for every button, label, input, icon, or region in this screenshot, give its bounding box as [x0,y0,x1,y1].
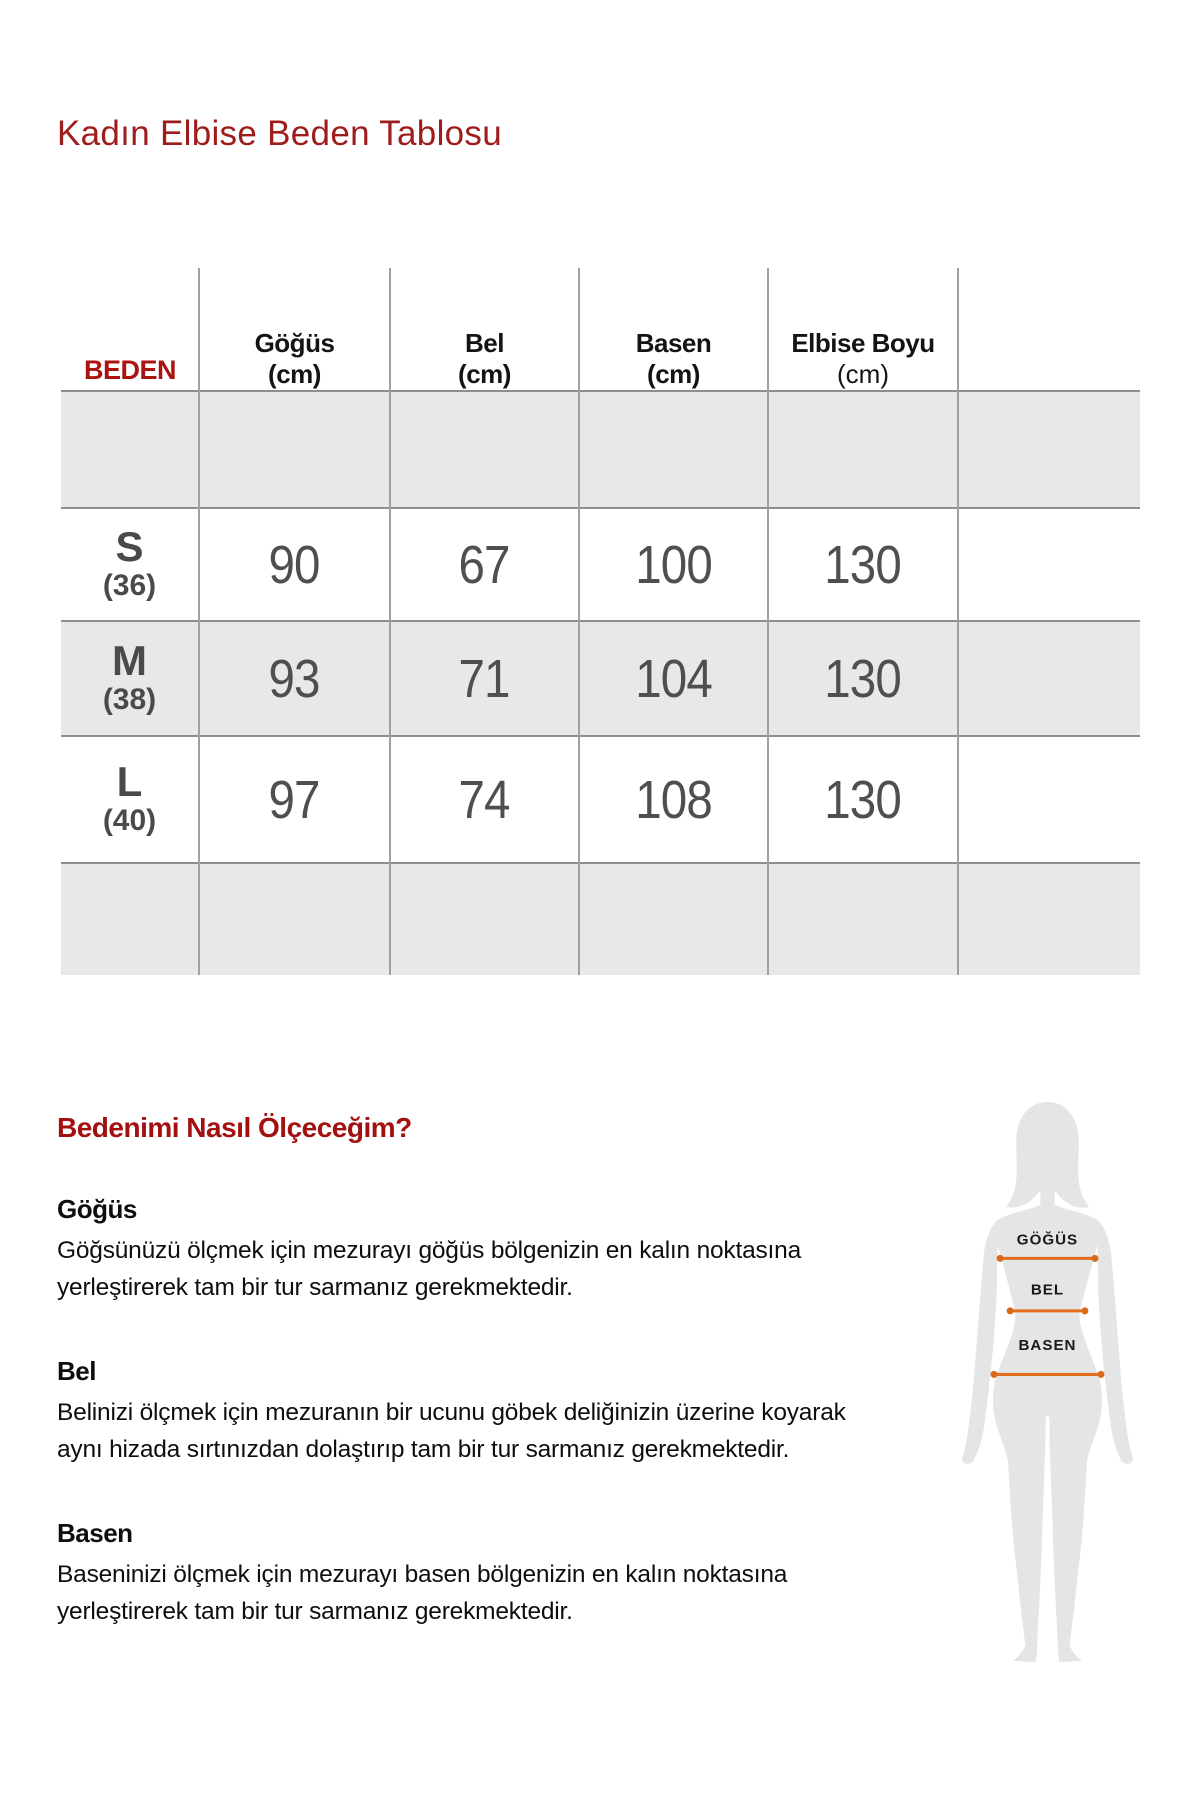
measure-text-basen: Baseninizi ölçmek için mezurayı basen bölgenizin en kalın noktasına yerleştirerek tam bir tur sarmanız gerekmektedir. [57,1561,788,1625]
figure-label-basen: BASEN [1018,1337,1077,1355]
bel-line-dot-right [1081,1307,1088,1314]
measure-title-bel: Bel [57,1356,96,1386]
cell-l-elbise-boyu: 130 [768,736,958,863]
silhouette-left-arm [962,1219,999,1464]
cell-m-empty [958,621,1140,736]
cell-s-bel: 67 [390,508,579,621]
gogus-line-dot-left [997,1255,1004,1262]
size-cell-m: M (38) [102,636,157,716]
measure-text-gogus: Göğsünüzü ölçmek için mezurayı göğüs bölgenizin en kalın noktasına yerleştirerek tam bir tur sarmanız gerekmektedir. [57,1237,802,1301]
cell-m-gogus: 93 [199,621,390,736]
body-silhouette-figure [950,1100,1145,1665]
header-beden-label: BEDEN [83,355,176,385]
silhouette-right-arm [1096,1219,1133,1464]
cell-s-empty [958,508,1140,621]
header-beden [61,241,199,391]
gogus-line-dot-right [1091,1255,1098,1262]
bel-line-dot-left [1007,1307,1014,1314]
cell-m-elbise-boyu: 130 [768,621,958,736]
cell-s-basen: 100 [579,508,768,621]
table-row-s [61,508,1140,621]
cell-m-basen: 104 [579,621,768,736]
size-cell-l: L (40) [102,757,157,837]
measure-block-bel [57,1356,857,1468]
header-gogus: Göğüs (cm) [199,241,390,391]
header-empty [958,241,1140,391]
figure-label-bel: BEL [1030,1281,1065,1299]
cell-m-bel: 71 [390,621,579,736]
spacer-row-bottom [61,863,1140,975]
cell-l-empty [958,736,1140,863]
header-elbise-boyu: Elbise Boyu (cm) [768,241,958,391]
cell-l-basen: 108 [579,736,768,863]
cell-l-bel: 74 [390,736,579,863]
table-row-l [61,736,1140,863]
header-bel: Bel (cm) [390,241,579,391]
basen-line-dot-left [990,1371,997,1378]
measure-title-basen: Basen [57,1518,133,1548]
spacer-row-top [61,391,1140,508]
cell-s-gogus: 90 [199,508,390,621]
size-cell-s: S (36) [102,522,157,602]
female-silhouette-icon [950,1100,1145,1665]
figure-label-gogus: GÖĞÜS [1016,1231,1079,1249]
measure-block-basen [57,1518,857,1630]
cell-l-gogus: 97 [199,736,390,863]
size-table [61,241,1140,975]
page-title: Kadın Elbise Beden Tablosu [57,114,502,153]
how-to-heading: Bedenimi Nasıl Ölçeceğim? [57,1112,412,1143]
header-basen: Basen (cm) [579,241,768,391]
table-header-row [61,241,1140,391]
measure-text-bel: Belinizi ölçmek için mezuranın bir ucunu göbek deliğinizin üzerine koyarak aynı hizada sırtınızdan dolaştırıp tam bir tur sarmanız gerekmektedir. [57,1399,846,1463]
how-to-measure-section [57,1112,1143,1630]
cell-s-elbise-boyu: 130 [768,508,958,621]
basen-line-dot-right [1097,1371,1104,1378]
table-row-m [61,621,1140,736]
measure-block-gogus [57,1194,857,1306]
measure-title-gogus: Göğüs [57,1194,137,1224]
